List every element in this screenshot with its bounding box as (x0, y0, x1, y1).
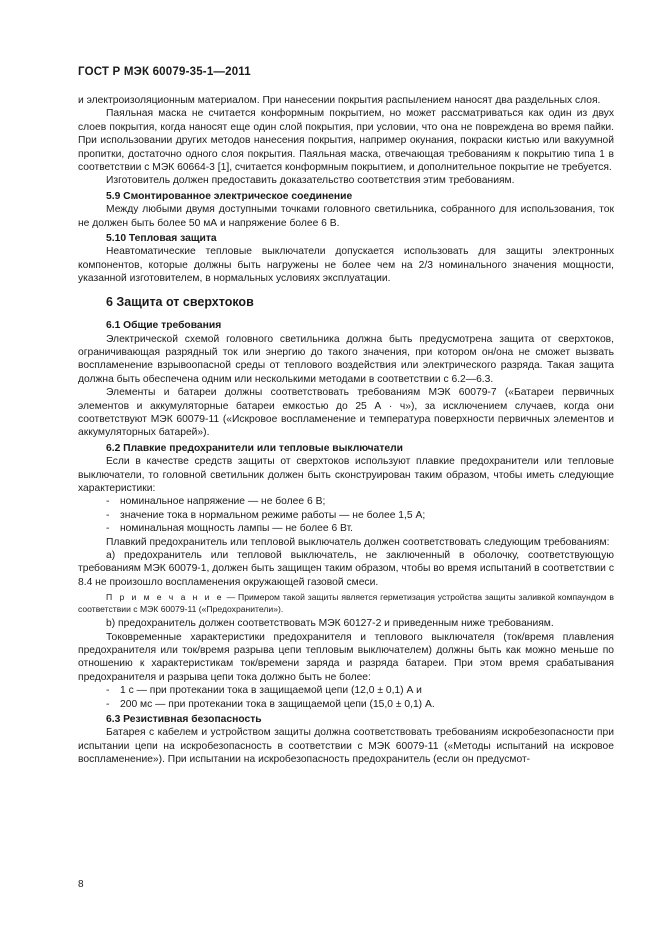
section-heading-6: 6 Защита от сверхтоков (106, 294, 254, 309)
list-item-a: а) предохранитель или тепловой выключатель, не заключенный в оболочку, соответствующую требованиям МЭК 60079-1, должен быть защищен таким образом, чтобы во время испытаний в соответствии с 8.4 не произошло воспламенения окружающей газовой смеси. (78, 550, 614, 588)
list-item (78, 698, 614, 711)
section-heading-6-3: 6.3 Резистивная безопасность (106, 714, 262, 726)
paragraph: Батарея с кабелем и устройством защиты должна соответствовать требованиям искробезопасности при испытании цепи на искробезопасность в соответствии с МЭК 60079-11 («Методы испытаний на искровое воспламенение»). При испытании на искробезопасность предохранитель (если он предусмот- (78, 727, 614, 766)
paragraph: Неавтоматические тепловые выключатели допускается использовать для защиты электронных компонентов, которые должны быть нагружены не более чем на 2/3 номинального значения мощности, указанной изготовителем, в нормальных условиях эксплуатации. (78, 246, 614, 285)
list-item (78, 495, 614, 508)
paragraph: Токовременные характеристики предохранителя и теплового выключателя (ток/время плавления предохранителя или ток/время разрыва цепи тепловым выключателем) должны быть как можно меньше по отношению к характеристикам ток/времени заряда и разряда батареи. При этом время срабатывания предохранителя и разрыва цепи тока должно быть не более: (78, 631, 614, 683)
paragraph: Если в качестве средств защиты от сверхтоков используют плавкие предохранители или тепловые выключатели, то головной светильник должен быть сконструирован таким образом, чтобы иметь следующие характеристики: (78, 456, 614, 494)
page-number: 8 (78, 879, 84, 890)
paragraph: и электроизоляционным материалом. При нанесении покрытия распылением наносят два раздельных слоя. (78, 95, 601, 106)
paragraph: Элементы и батареи должны соответствовать требованиям МЭК 60079-7 («Батареи первичных элементов и аккумуляторные батареи емкостью до 25 А · ч»), за исключением случаев, когда они соответствуют МЭК 60079-11 («Искровое воспламенение и температура поверхности первичных элементов и аккумуляторных батарей»). (78, 387, 614, 439)
list-item (78, 522, 614, 535)
note-text: — Примером такой защиты является герметизация устройства защиты заливкой компаундом в соответствии с МЭК 60079-11 («Предохранители»). (78, 592, 614, 615)
dash-bullet: - (106, 698, 110, 710)
list-item-text: 200 мс — при протекании тока в защищаемой цепи (15,0 ± 0,1) А. (120, 698, 435, 710)
list-item-text: номинальная мощность лампы — не более 6 Вт. (120, 523, 354, 535)
paragraph: Изготовитель должен предоставить доказательство соответствия этим требованиям. (106, 175, 515, 187)
document-body (78, 94, 614, 767)
list-item (78, 509, 614, 522)
section-heading-5-10: 5.10 Тепловая защита (106, 233, 217, 245)
dash-bullet: - (106, 509, 110, 521)
list-item-b: b) предохранитель должен соответствовать МЭК 60127-2 и приведенным ниже требованиям. (106, 618, 554, 630)
section-heading-6-2: 6.2 Плавкие предохранители или тепловые выключатели (106, 442, 403, 454)
section-heading-6-1: 6.1 Общие требования (106, 320, 222, 332)
dash-bullet: - (106, 523, 110, 535)
list-item-text: 1 с — при протекании тока в защищаемой цепи (12,0 ± 0,1) А и (120, 685, 422, 697)
section-heading-5-9: 5.9 Смонтированное электрическое соединение (106, 190, 353, 202)
list-item-text: значение тока в нормальном режиме работы — не более 1,5 А; (120, 509, 426, 521)
list-item (78, 684, 614, 697)
dash-bullet: - (106, 496, 110, 508)
paragraph: Паяльная маска не считается конформным покрытием, но может рассматриваться как один из двух слоев покрытия, когда наносят еще один слой покрытия, при условии, что она не повреждена во время пайки. При использовании других методов нанесения покрытия, например окунания, покраски кистью или вакуумной пропитки, достаточно одного слоя покрытия. Паяльная маска, отвечающая требованиям к покрытию типа 1 в соответствии с МЭК 60664-3 [1], считается конформным покрытием, и дополнительное покрытие не требуется. (78, 108, 614, 174)
paragraph: Между любыми двумя доступными точками головного светильника, собранного для использования, ток не должен быть более 50 мА и напряжение более 6 В. (78, 204, 614, 229)
note (78, 591, 614, 615)
note-label: П р и м е ч а н и е (106, 592, 224, 603)
paragraph: Плавкий предохранитель или тепловой выключатель должен соответствовать следующим требованиям: (106, 536, 610, 548)
list-item-text: номинальное напряжение — не более 6 В; (120, 496, 326, 508)
paragraph: Электрической схемой головного светильника должна быть предусмотрена защита от сверхтоков, ограничивающая разрядный ток или энергию до такого значения, при котором он/она не сможет вызвать воспламенение взрывоопасной среды от теплового воздействия или электрического разряда. Такая защита должна быть обеспечена одним или несколькими методами в соответствии с 6.2—6.3. (78, 333, 614, 385)
document-header: ГОСТ Р МЭК 60079-35-1—2011 (78, 66, 251, 78)
dash-bullet: - (106, 685, 110, 697)
